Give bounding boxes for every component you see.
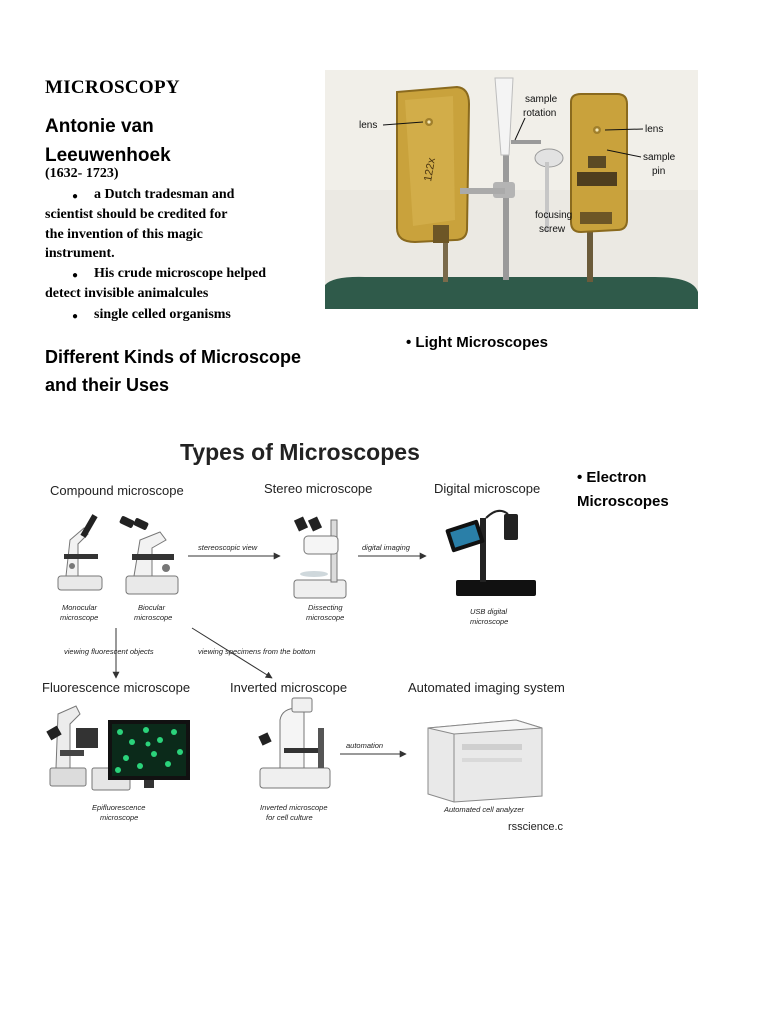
caption-inverted: Inverted microscope	[260, 803, 328, 812]
section-heading-line1: Different Kinds of Microscope	[45, 347, 302, 367]
person-name-line1: Antonie van	[45, 116, 154, 137]
types-of-microscopes-diagram	[36, 428, 572, 832]
label-sample-pin: sample	[643, 152, 676, 163]
label-lens-left: lens	[359, 120, 378, 131]
label-focusing-screw: screw	[539, 224, 566, 235]
caption-dissecting: microscope	[306, 613, 345, 622]
arrow-label-stereoscopic: stereoscopic view	[198, 543, 258, 552]
heading-inverted: Inverted microscope	[230, 680, 348, 695]
heading-fluorescence: Fluorescence microscope	[42, 680, 191, 695]
arrow-label-digital: digital imaging	[362, 543, 410, 552]
caption-usb: USB digital	[470, 607, 508, 616]
leeuwenhoek-microscope-photo	[325, 70, 698, 309]
caption-inverted: for cell culture	[266, 813, 313, 822]
electron-microscopes-label	[577, 466, 697, 514]
person-dates: (1632- 1723)	[45, 166, 119, 181]
bullet-text: detect invisible animalcules	[45, 286, 209, 301]
arrow-label-bottom: viewing specimens from the bottom	[198, 647, 316, 656]
section-heading-line2: and their Uses	[45, 375, 170, 395]
electron-label-line2: Microscopes	[577, 493, 669, 510]
caption-epi: Epifluorescence	[92, 803, 146, 812]
plate-engraving: 122x	[422, 156, 439, 183]
diagram-title: Types of Microscopes	[180, 439, 420, 465]
section-heading	[45, 343, 345, 399]
heading-digital: Digital microscope	[434, 481, 541, 496]
caption-auto: Automated cell analyzer	[444, 805, 525, 814]
bullet-text: His crude microscope helped	[94, 266, 267, 281]
page-title: MICROSCOPY	[45, 77, 180, 98]
image-credit: rsscience.c	[508, 821, 564, 832]
label-sample-rotation: sample	[525, 94, 558, 105]
caption-biocular: Biocular	[138, 603, 166, 612]
label-sample-rotation: rotation	[523, 108, 557, 119]
arrow-label-fluorescent: viewing fluorescent objects	[64, 647, 154, 656]
arrow-label-automation: automation	[346, 741, 384, 750]
digital-microscope-icon	[445, 511, 536, 596]
caption-usb: microscope	[470, 617, 509, 626]
caption-monocular: microscope	[60, 613, 99, 622]
green-base	[325, 277, 698, 309]
label-focusing-screw: focusing	[535, 210, 573, 221]
monocular-microscope-icon	[58, 514, 102, 590]
bullet-text: the invention of this magic	[45, 227, 203, 242]
stereo-microscope-icon	[294, 516, 346, 598]
bullet-text: scientist should be credited for	[45, 207, 228, 222]
caption-epi: microscope	[100, 813, 139, 822]
heading-stereo: Stereo microscope	[264, 481, 373, 496]
right-brass-plate	[571, 94, 627, 232]
automated-analyzer-icon	[428, 720, 542, 802]
caption-dissecting: Dissecting	[308, 603, 343, 612]
heading-automated: Automated imaging system	[408, 680, 565, 695]
light-microscopes-label: • Light Microscopes	[406, 334, 548, 351]
label-lens-right: lens	[645, 124, 664, 135]
inverted-microscope-icon	[258, 698, 330, 788]
bullet-dot: ●	[72, 191, 79, 202]
bullet-dot: ●	[72, 270, 79, 281]
heading-compound: Compound microscope	[50, 483, 184, 498]
person-name-line2: Leeuwenhoek	[45, 145, 171, 166]
bullet-text: single celled organisms	[94, 307, 231, 322]
person-name	[45, 112, 275, 170]
caption-biocular: microscope	[134, 613, 173, 622]
biocular-microscope-icon	[119, 515, 178, 594]
bullet-text: a Dutch tradesman and	[94, 187, 235, 202]
bullet-dot: ●	[72, 311, 79, 322]
caption-monocular: Monocular	[62, 603, 98, 612]
bullet-text: instrument.	[45, 246, 115, 261]
electron-label-line1: • Electron	[577, 469, 647, 486]
label-sample-pin: pin	[652, 166, 666, 177]
fluorescence-monitor-icon	[108, 720, 190, 788]
